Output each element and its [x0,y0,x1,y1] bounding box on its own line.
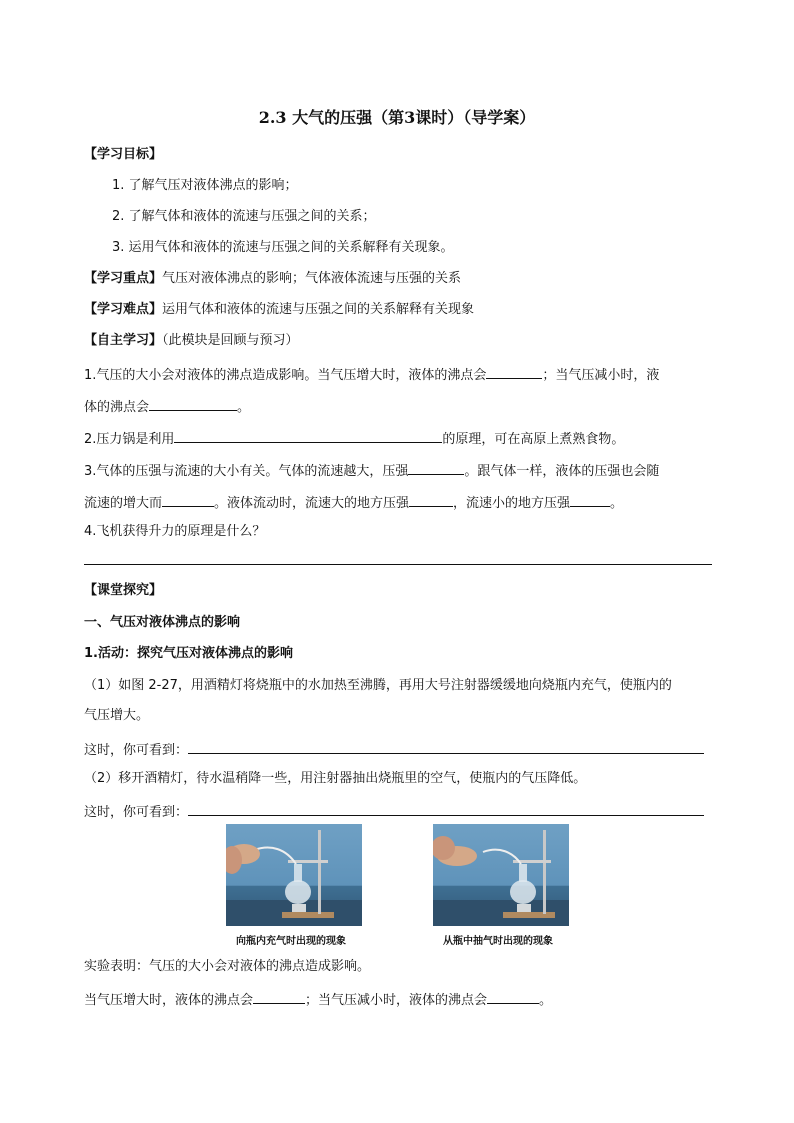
question-1-text: 体的沸点会 [84,400,150,415]
question-4: 4.飞机获得升力的原理是什么？ [84,524,266,539]
observe-1 [84,739,704,760]
step-1-line-2: 气压增大。 [84,708,150,723]
question-3-text: 。跟气体一样，液体的压强也会随 [464,464,660,479]
question-3-line-1 [84,460,659,481]
step-2: （2）移开酒精灯，待水温稍降一些，用注射器抽出烧瓶里的空气，使瓶内的气压降低。 [84,771,587,786]
answer-line[interactable] [84,564,712,565]
question-3-text: ，流速小的地方压强 [453,496,571,511]
answer-blank[interactable] [174,428,442,443]
difficulty-label: 【学习难点】 [84,302,163,317]
question-3-text: 。液体流动时，流速大的地方压强 [214,496,410,511]
final-question [84,989,552,1010]
apparatus-illustration [226,824,362,926]
goal-item-3: 3. 运用气体和液体的流速与压强之间的关系解释有关现象。 [112,240,454,255]
question-3-text: 。 [610,496,624,511]
experiment-photo-draw [433,824,569,926]
answer-blank[interactable] [253,989,305,1004]
observe-2 [84,801,704,822]
question-3-line-2 [84,492,623,513]
caption-draw: 从瓶中抽气时出现的现象 [443,936,553,947]
final-text: ；当气压减小时，液体的沸点会 [305,993,488,1008]
self-study-heading [84,332,299,350]
answer-blank[interactable] [149,396,237,411]
question-2 [84,428,624,449]
difficulty [84,301,474,319]
answer-blank[interactable] [486,364,542,379]
experiment-photo-fill [226,824,362,926]
question-1-line-1 [84,364,659,385]
self-study-label: 【自主学习】 [84,333,163,348]
question-1-text: 1.气压的大小会对液体的沸点造成影响。当气压增大时，液体的沸点会 [84,368,487,383]
answer-blank[interactable] [408,460,464,475]
question-2-text: 2.压力锅是利用 [84,432,175,447]
goal-item-1: 1. 了解气压对液体沸点的影响； [112,178,298,193]
key-point-label: 【学习重点】 [84,271,163,286]
section-heading: 一、气压对液体沸点的影响 [84,615,241,630]
answer-blank[interactable] [487,989,539,1004]
key-point [84,270,461,288]
goals-heading: 【学习目标】 [84,147,163,162]
self-study-note: （此模块是回顾与预习） [162,333,299,348]
observe-label: 这时，你可看到： [84,805,189,820]
final-text: 当气压增大时，液体的沸点会 [84,993,254,1008]
question-2-text: 的原理，可在高原上煮熟食物。 [442,432,625,447]
apparatus-illustration [433,824,569,926]
answer-blank[interactable] [188,801,704,816]
observe-label: 这时，你可看到： [84,743,189,758]
question-1-text: ；当气压减小时，液 [542,368,660,383]
goal-item-2: 2. 了解气体和液体的流速与压强之间的关系； [112,209,376,224]
answer-blank[interactable] [162,492,214,507]
step-1-line-1: （1）如图 2-27，用酒精灯将烧瓶中的水加热至沸腾，再用大号注射器缓缓地向烧瓶内充气，使瓶内的 [84,678,672,693]
difficulty-text: 运用气体和液体的流速与压强之间的关系解释有关现象 [162,302,475,317]
answer-blank[interactable] [409,492,453,507]
question-1-text: 。 [237,400,251,415]
page-title: 2.3 大气的压强（第3课时）（导学案） [258,108,536,127]
conclusion: 实验表明：气压的大小会对液体的沸点造成影响。 [84,959,371,974]
key-point-text: 气压对液体沸点的影响；气体液体流速与压强的关系 [162,271,462,286]
caption-fill: 向瓶内充气时出现的现象 [236,936,346,947]
explore-heading: 【课堂探究】 [84,583,163,598]
final-text: 。 [539,993,553,1008]
answer-blank[interactable] [188,739,704,754]
question-3-text: 流速的增大而 [84,496,163,511]
question-1-line-2 [84,396,250,417]
answer-blank[interactable] [570,492,610,507]
activity-heading: 1.活动：探究气压对液体沸点的影响 [84,646,293,661]
question-3-text: 3.气体的压强与流速的大小有关。气体的流速越大，压强 [84,464,409,479]
